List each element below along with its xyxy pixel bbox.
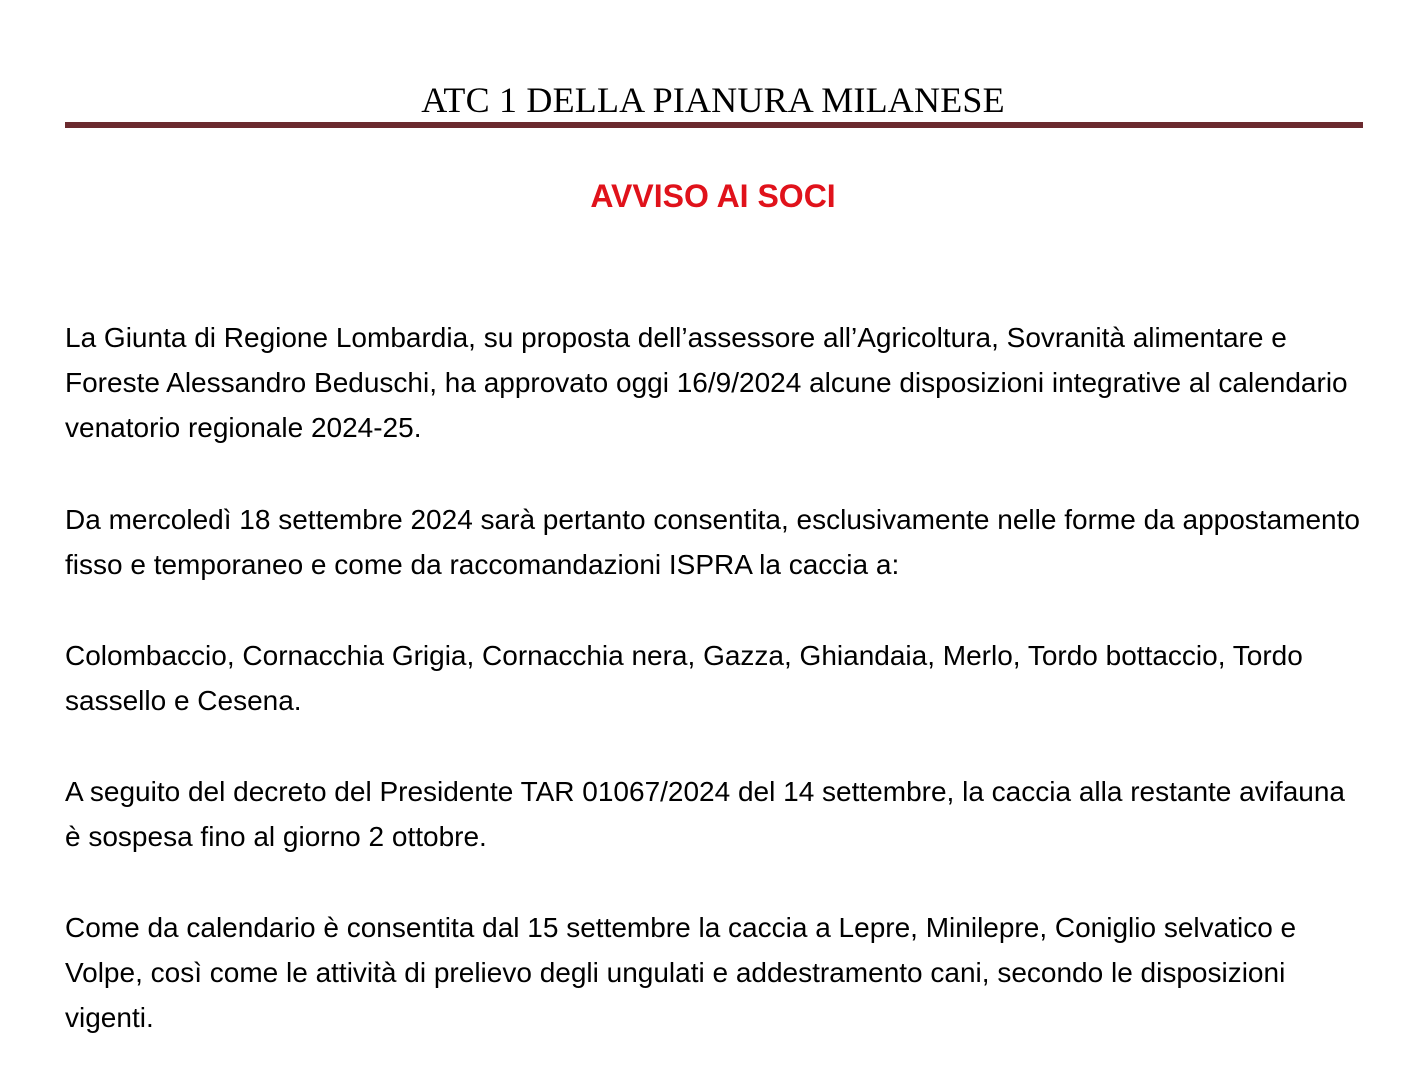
paragraph-announcement: La Giunta di Regione Lombardia, su proposta dell’assessore all’Agricoltura, Sovranità alimentare e Foreste Alessandro Beduschi, ha approvato oggi 16/9/2024 alcune disposizioni integrative al calendario venatorio regionale 2024-25.: [65, 322, 1348, 443]
header-divider: [65, 122, 1363, 128]
notice-title: AVVISO AI SOCI: [590, 178, 836, 214]
organization-title: ATC 1 DELLA PIANURA MILANESE: [421, 80, 1005, 120]
paragraph-calendar: Come da calendario è consentita dal 15 settembre la caccia a Lepre, Minilepre, Coniglio selvatico e Volpe, così come le attività di prelievo degli ungulati e addestramento cani, secondo le disposizioni vigenti.: [65, 912, 1297, 1033]
paragraph-tar-decree: A seguito del decreto del Presidente TAR 01067/2024 del 14 settembre, la caccia alla restante avifauna è sospesa fino al giorno 2 ottobre.: [65, 776, 1346, 852]
paragraph-species-list: Colombaccio, Cornacchia Grigia, Cornacchia nera, Gazza, Ghiandaia, Merlo, Tordo bottaccio, Tordo sassello e Cesena.: [65, 640, 1303, 716]
paragraph-hunting-allowed: Da mercoledì 18 settembre 2024 sarà pertanto consentita, esclusivamente nelle forme da appostamento fisso e temporaneo e come da raccomandazioni ISPRA la caccia a:: [65, 504, 1360, 580]
